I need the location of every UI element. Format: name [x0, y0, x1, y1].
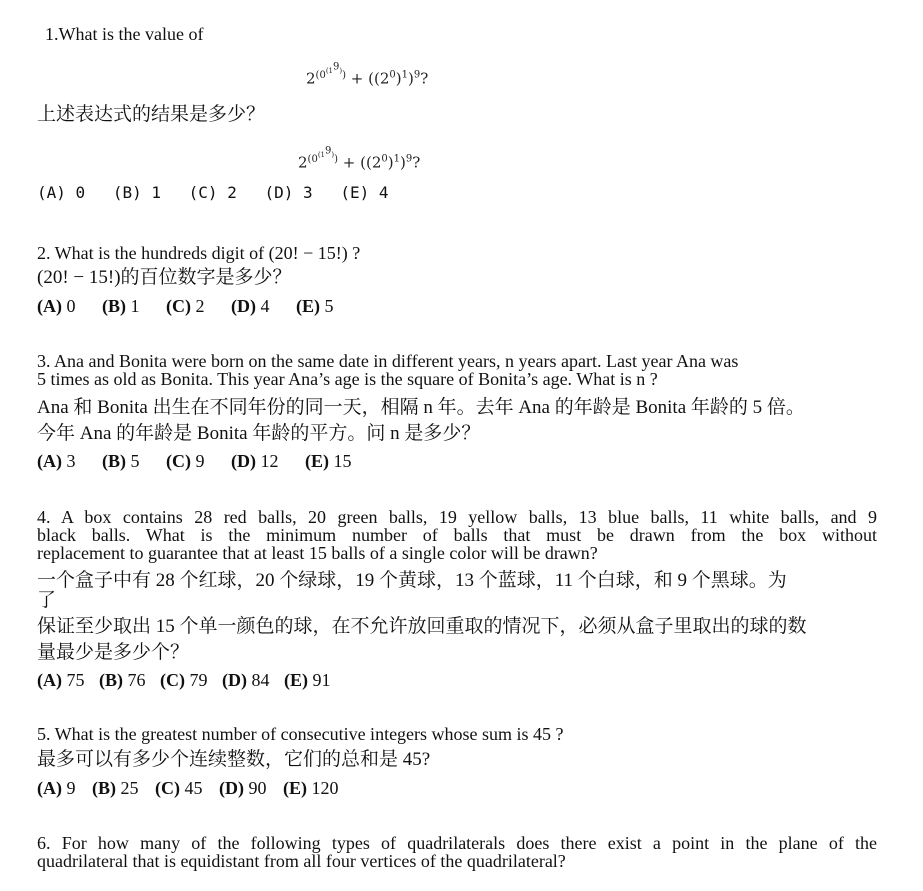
q6-english-line-2: quadrilateral that is equidistant from all four vertices of the quadrilateral?: [37, 851, 566, 871]
q1-option-d: (D) 3: [264, 183, 313, 202]
q4-option-c: (C) 79: [160, 670, 208, 690]
q2-options: [37, 296, 356, 316]
q3-options: [37, 451, 374, 471]
q6-english-line-1: 6. For how many of the following types of quadrilaterals does there exist a point in the plane of the: [37, 833, 877, 853]
q4-chinese-line-3: 量最少是多少个？: [37, 642, 190, 663]
q1-expression-image-zh: $2^{(0^{(1^9)})} + ((2^0)^1)^9$?: [298, 146, 421, 172]
q4-chinese-line-1: 一个盒子中有 28 个红球，20 个绿球，19 个黄球，13 个蓝球，11 个白球，和 9 个黑球。为: [37, 570, 787, 591]
q1-option-e: (E) 4: [340, 183, 389, 202]
q1-options: [37, 183, 407, 203]
q4-option-b: (B) 76: [99, 670, 146, 690]
q3-option-c: (C) 9: [166, 451, 205, 471]
q5-options: [37, 778, 351, 798]
q3-english-line-1: 3. Ana and Bonita were born on the same date in different years, n years apart. Last year Ana was: [37, 351, 739, 371]
q3-option-e: (E) 15: [305, 451, 352, 471]
q4-option-a: (A) 75: [37, 670, 85, 690]
q1-option-b: (B) 1: [112, 183, 162, 202]
q4-chinese-line-2: 保证至少取出 15 个单一颜色的球，在不允许放回重取的情况下，必须从盒子里取出的球的数: [37, 616, 807, 637]
q2-option-d: (D) 4: [231, 296, 270, 316]
q4-option-d: (D) 84: [222, 670, 270, 690]
q3-english-line-2: 5 times as old as Bonita. This year Ana’s age is the square of Bonita’s age. What is n ?: [37, 369, 658, 389]
q3-option-d: (D) 12: [231, 451, 279, 471]
q2-option-a: (A) 0: [37, 296, 76, 316]
q4-chinese-line-1-wrap: 了: [37, 590, 57, 611]
q2-chinese: (20! − 15!)的百位数字是多少？: [37, 267, 292, 288]
q2-english: 2. What is the hundreds digit of (20! − 15!) ?: [37, 243, 361, 263]
q5-english: 5. What is the greatest number of consecutive integers whose sum is 45 ?: [37, 724, 564, 744]
q3-chinese-line-2: 今年 Ana 的年龄是 Bonita 年龄的平方。问 n 是多少？: [37, 423, 481, 444]
q5-option-a: (A) 9: [37, 778, 76, 798]
q1-expression-image: $2^{(0^{(1^9)})} + ((2^0)^1)^9$?: [306, 62, 429, 88]
q1-chinese: 上述表达式的结果是多少？: [37, 104, 266, 125]
q1-option-c: (C) 2: [188, 183, 237, 202]
q4-options: [37, 670, 341, 690]
q4-english-line-1: 4. A box contains 28 red balls, 20 green balls, 19 yellow balls, 13 blue balls, 11 white balls, and 9: [37, 507, 877, 527]
q3-option-a: (A) 3: [37, 451, 76, 471]
q4-option-e: (E) 91: [284, 670, 331, 690]
q4-english-line-2: black balls. What is the minimum number of balls that must be drawn from the box without: [37, 525, 877, 545]
q5-option-c: (C) 45: [155, 778, 203, 798]
q5-chinese: 最多可以有多少个连续整数，它们的总和是 45?: [37, 749, 431, 770]
q2-option-b: (B) 1: [102, 296, 140, 316]
q5-option-b: (B) 25: [92, 778, 139, 798]
q5-option-d: (D) 90: [219, 778, 267, 798]
q5-option-e: (E) 120: [283, 778, 339, 798]
q3-option-b: (B) 5: [102, 451, 140, 471]
q2-option-c: (C) 2: [166, 296, 205, 316]
q3-chinese-line-1: Ana 和 Bonita 出生在不同年份的同一天，相隔 n 年。去年 Ana 的年龄是 Bonita 年龄的 5 倍。: [37, 397, 805, 418]
q2-option-e: (E) 5: [296, 296, 334, 316]
q1-english: 1.What is the value of: [45, 24, 204, 44]
q1-option-a: (A) 0: [37, 183, 86, 202]
q4-english-line-3: replacement to guarantee that at least 15 balls of a single color will be drawn?: [37, 543, 598, 563]
